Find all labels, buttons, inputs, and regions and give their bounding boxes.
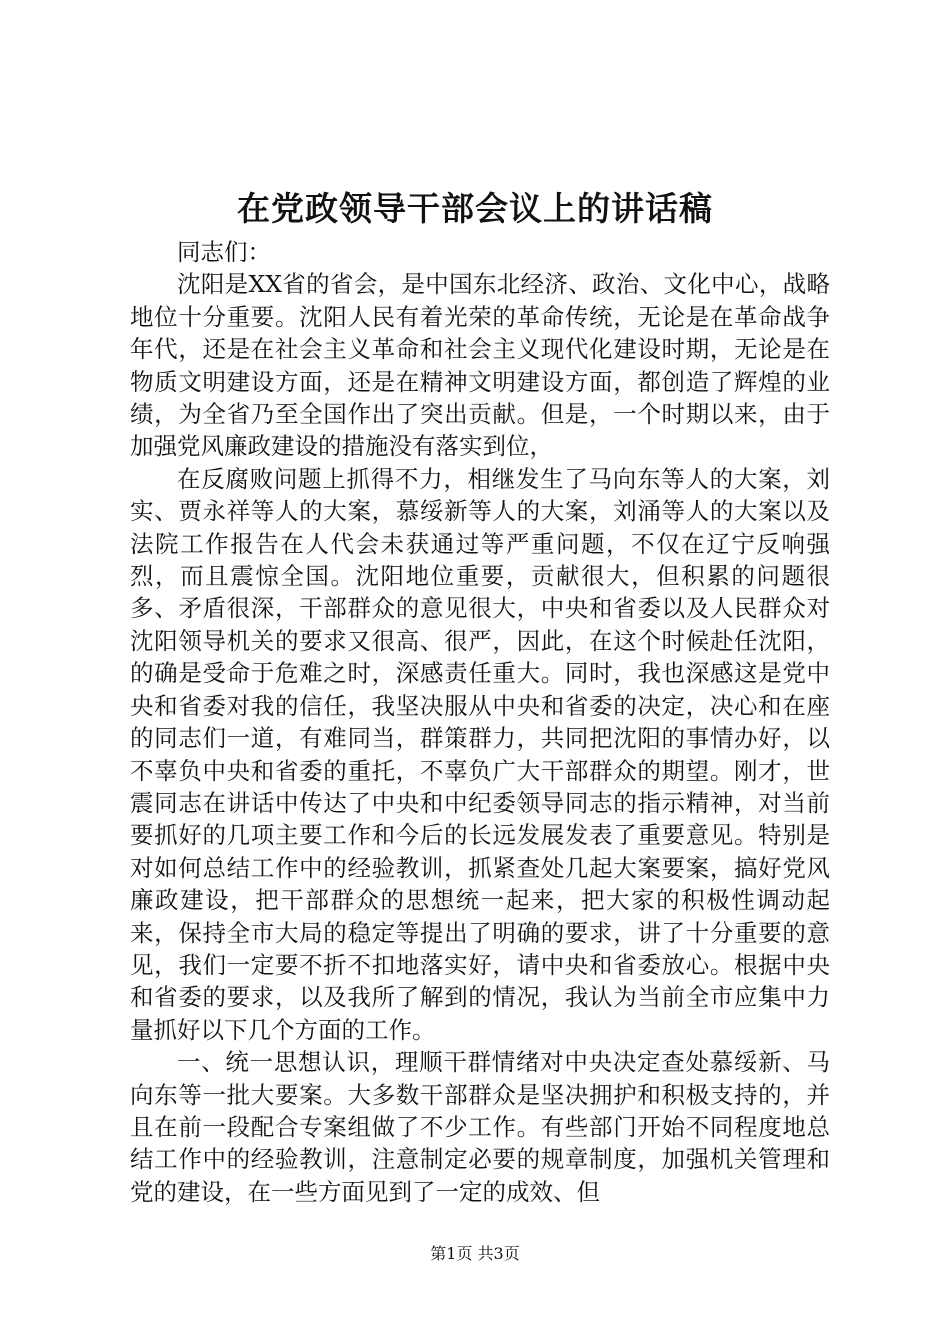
document-body [130, 236, 830, 1208]
body-paragraph: 一、统一思想认识，理顺干群情绪对中央决定查处慕绥新、马向东等一批大要案。大多数干部群众是坚决拥护和积极支持的，并且在前一段配合专案组做了不少工作。有些部门开始不同程度地总结工作中的经验教训，注意制定必要的规章制度，加强机关管理和党的建设，在一些方面见到了一定的成效、但 [130, 1048, 830, 1206]
document-title: 在党政领导干部会议上的讲话稿 [237, 189, 713, 228]
body-paragraph: 沈阳是XX省的省会，是中国东北经济、政治、文化中心，战略地位十分重要。沈阳人民有着光荣的革命传统，无论是在革命战争年代，还是在社会主义革命和社会主义现代化建设时期，无论是在物质文明建设方面，还是在精神文明建设方面，都创造了辉煌的业绩，为全省乃至全国作出了突出贡献。但是，一个时期以来，由于加强党风廉政建设的措施没有落实到位， [130, 270, 830, 461]
body-paragraph: 在反腐败问题上抓得不力，相继发生了马向东等人的大案，刘实、贾永祥等人的大案，慕绥新等人的大案，刘涌等人的大案以及法院工作报告在人代会未获通过等严重问题，不仅在辽宁反响强烈，而且震惊全国。沈阳地位重要，贡献很大，但积累的问题很多、矛盾很深，干部群众的意见很大，中央和省委以及人民群众对沈阳领导机关的要求又很高、很严，因此，在这个时候赴任沈阳，的确是受命于危难之时，深感责任重大。同时，我也深感这是党中央和省委对我的信任，我坚决服从中央和省委的决定，决心和在座的同志们一道，有难同当，群策群力，共同把沈阳的事情办好，以不辜负中央和省委的重托，不辜负广大干部群众的期望。刚才，世震同志在讲话中传达了中央和中纪委领导同志的指示精神，对当前要抓好的几项主要工作和今后的长远发展发表了重要意见。特别是对如何总结工作中的经验教训，抓紧查处几起大案要案，搞好党风廉政建设，把干部群众的思想统一起来，把大家的积极性调动起来，保持全市大局的稳定等提出了明确的要求，讲了十分重要的意见，我们一定要不折不扣地落实好，请中央和省委放心。根据中央和省委的要求，以及我所了解到的情况，我认为当前全市应集中力量抓好以下几个方面的工作。 [130, 464, 830, 1044]
page-number-footer: 第1页 共3页 [430, 1244, 520, 1263]
salutation-paragraph: 同志们： [177, 238, 271, 266]
